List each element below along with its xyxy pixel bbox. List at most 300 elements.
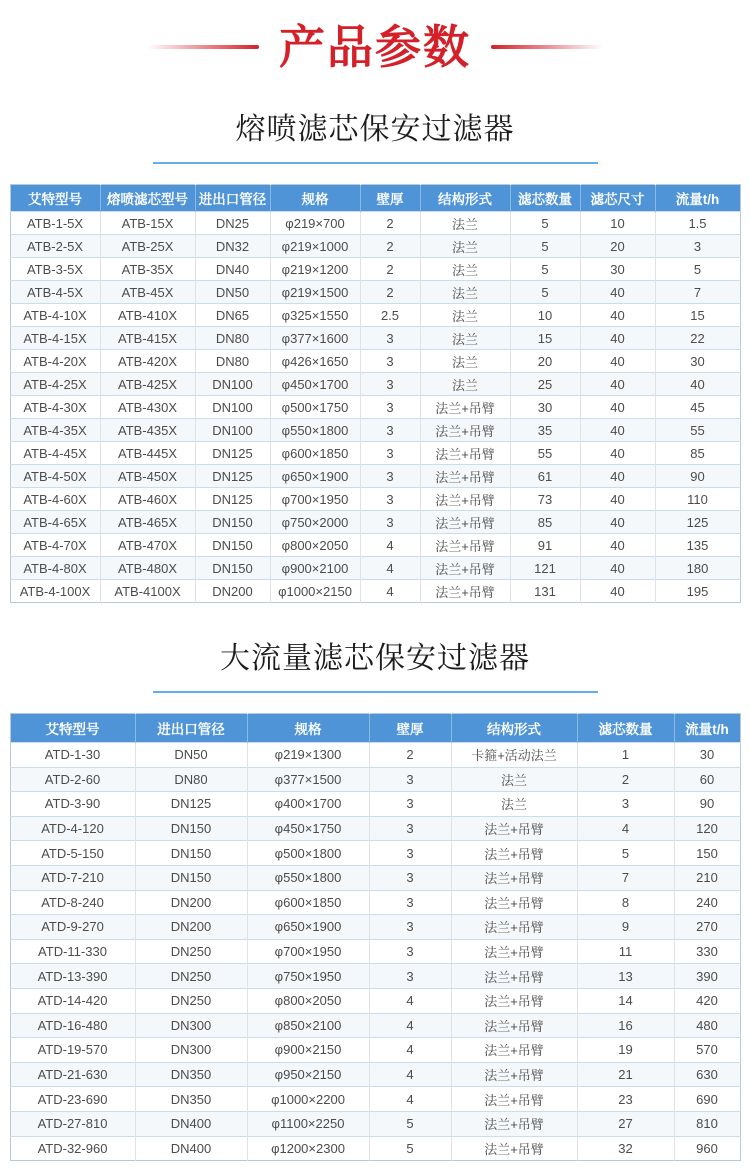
table-cell: 4: [369, 1087, 451, 1112]
table-cell: 40: [580, 396, 655, 419]
table-row: [10, 534, 740, 557]
table-cell: 61: [510, 465, 580, 488]
table-cell: 2: [369, 743, 451, 768]
table-row: [10, 235, 740, 258]
table-cell: 135: [655, 534, 740, 557]
column-header: 结构形式: [451, 714, 577, 743]
table-cell: 110: [655, 488, 740, 511]
table-row: [10, 792, 740, 817]
table-cell: 法兰: [420, 281, 510, 304]
table-cell: 40: [580, 373, 655, 396]
table-cell: DN100: [195, 373, 270, 396]
table-cell: DN400: [135, 1111, 247, 1136]
table-cell: 22: [655, 327, 740, 350]
table-cell: φ900×2150: [247, 1038, 369, 1063]
table-cell: φ325×1550: [270, 304, 360, 327]
table-cell: 210: [674, 865, 740, 890]
table-cell: 5: [369, 1136, 451, 1161]
table-cell: ATB-45X: [100, 281, 195, 304]
section-meltblown-title: 熔喷滤芯保安过滤器: [235, 113, 515, 146]
table-cell: 3: [360, 327, 420, 350]
table-cell: 5: [510, 281, 580, 304]
table-cell: 法兰: [420, 304, 510, 327]
table-cell: DN150: [135, 816, 247, 841]
table-cell: 9: [577, 915, 674, 940]
table-cell: 法兰+吊臂: [451, 988, 577, 1013]
table-cell: φ750×2000: [270, 511, 360, 534]
table-cell: 3: [360, 511, 420, 534]
table-cell: 4: [577, 816, 674, 841]
table-cell: 3: [369, 890, 451, 915]
table-row: [10, 488, 740, 511]
table-cell: DN65: [195, 304, 270, 327]
column-header: 熔喷滤芯型号: [100, 185, 195, 212]
table-cell: ATD-19-570: [10, 1038, 135, 1063]
table-cell: 45: [655, 396, 740, 419]
table-cell: ATD-23-690: [10, 1087, 135, 1112]
table-cell: φ219×1300: [247, 743, 369, 768]
table-cell: ATB-460X: [100, 488, 195, 511]
table-cell: ATB-480X: [100, 557, 195, 580]
table-cell: DN150: [135, 865, 247, 890]
table-cell: 1: [577, 743, 674, 768]
table-cell: 4: [369, 1013, 451, 1038]
table-cell: 32: [577, 1136, 674, 1161]
table-row: [10, 212, 740, 235]
table-cell: 85: [510, 511, 580, 534]
table-cell: DN200: [135, 890, 247, 915]
table-cell: 3: [369, 964, 451, 989]
table-cell: 7: [577, 865, 674, 890]
table-cell: 40: [580, 557, 655, 580]
table-row: [10, 580, 740, 603]
table-row: [10, 865, 740, 890]
table-cell: 法兰+吊臂: [451, 915, 577, 940]
table-cell: ATB-445X: [100, 442, 195, 465]
table-cell: 5: [510, 212, 580, 235]
table-cell: 法兰+吊臂: [420, 557, 510, 580]
table-cell: 5: [510, 235, 580, 258]
table-cell: 卡箍+活动法兰: [451, 743, 577, 768]
table-cell: 40: [580, 304, 655, 327]
table-row: [10, 939, 740, 964]
table-cell: 法兰+吊臂: [451, 1136, 577, 1161]
table-row: [10, 816, 740, 841]
table-cell: ATB-435X: [100, 419, 195, 442]
header-row: [10, 714, 740, 743]
table-cell: 90: [655, 465, 740, 488]
table-cell: 60: [674, 767, 740, 792]
table-cell: ATD-9-270: [10, 915, 135, 940]
table-cell: 4: [360, 534, 420, 557]
table-cell: DN50: [135, 743, 247, 768]
section-highflow-title: 大流量滤芯保安过滤器: [220, 642, 530, 675]
table-row: [10, 465, 740, 488]
table-cell: 150: [674, 841, 740, 866]
table-cell: DN150: [195, 557, 270, 580]
table-cell: 3: [577, 792, 674, 817]
table-row: [10, 258, 740, 281]
column-header: 进出口管径: [195, 185, 270, 212]
table-cell: 1.5: [655, 212, 740, 235]
column-header: 滤芯数量: [577, 714, 674, 743]
table-cell: 19: [577, 1038, 674, 1063]
table-cell: 法兰+吊臂: [451, 865, 577, 890]
table-cell: φ550×1800: [247, 865, 369, 890]
table-cell: 8: [577, 890, 674, 915]
table-cell: φ800×2050: [247, 988, 369, 1013]
table-cell: 法兰: [420, 212, 510, 235]
table-cell: 27: [577, 1111, 674, 1136]
table-cell: 73: [510, 488, 580, 511]
table-cell: DN25: [195, 212, 270, 235]
table-cell: 5: [510, 258, 580, 281]
table-cell: φ219×1000: [270, 235, 360, 258]
highflow-filter-spec-table: [10, 713, 741, 1161]
table-cell: ATB-4-30X: [10, 396, 100, 419]
table-cell: DN300: [135, 1038, 247, 1063]
table-cell: ATB-3-5X: [10, 258, 100, 281]
table-cell: 法兰: [420, 235, 510, 258]
table-cell: 125: [655, 511, 740, 534]
table-cell: 2: [360, 258, 420, 281]
table-cell: φ400×1700: [247, 792, 369, 817]
table-cell: 23: [577, 1087, 674, 1112]
table-cell: 10: [510, 304, 580, 327]
table-cell: 20: [580, 235, 655, 258]
table-cell: 420: [674, 988, 740, 1013]
table-cell: ATB-4-35X: [10, 419, 100, 442]
column-header: 规格: [247, 714, 369, 743]
section-highflow-title-underline: [153, 691, 598, 693]
table-cell: DN100: [195, 419, 270, 442]
table-cell: ATB-25X: [100, 235, 195, 258]
table-cell: 15: [510, 327, 580, 350]
table-cell: DN200: [195, 580, 270, 603]
table-cell: 131: [510, 580, 580, 603]
table-cell: ATD-7-210: [10, 865, 135, 890]
table-cell: 570: [674, 1038, 740, 1063]
table-cell: ATD-13-390: [10, 964, 135, 989]
table-cell: φ1000×2150: [270, 580, 360, 603]
table-cell: 40: [580, 419, 655, 442]
table-cell: 法兰+吊臂: [451, 1087, 577, 1112]
table-cell: 2: [360, 235, 420, 258]
table-row: [10, 743, 740, 768]
table-cell: ATB-470X: [100, 534, 195, 557]
table-cell: φ800×2050: [270, 534, 360, 557]
table-cell: φ850×2100: [247, 1013, 369, 1038]
header-row: [10, 185, 740, 212]
table-cell: 40: [580, 511, 655, 534]
table-cell: 90: [674, 792, 740, 817]
table-cell: ATB-4-100X: [10, 580, 100, 603]
table-cell: DN150: [195, 511, 270, 534]
table-row: [10, 419, 740, 442]
table-cell: 55: [510, 442, 580, 465]
table-cell: 3: [360, 373, 420, 396]
table-cell: ATB-415X: [100, 327, 195, 350]
table-cell: 法兰+吊臂: [451, 816, 577, 841]
table-cell: ATB-4-10X: [10, 304, 100, 327]
section-meltblown-title-underline: [153, 162, 598, 164]
table-cell: φ1200×2300: [247, 1136, 369, 1161]
table-cell: φ377×1500: [247, 767, 369, 792]
table-cell: 法兰+吊臂: [420, 396, 510, 419]
table-row: [10, 396, 740, 419]
table-cell: DN350: [135, 1062, 247, 1087]
table-cell: 3: [360, 419, 420, 442]
table-cell: 4: [369, 1038, 451, 1063]
table-cell: 180: [655, 557, 740, 580]
table-cell: 40: [580, 580, 655, 603]
table-row: [10, 373, 740, 396]
table-row: [10, 1062, 740, 1087]
table-row: [10, 1087, 740, 1112]
table-cell: 91: [510, 534, 580, 557]
table-row: [10, 767, 740, 792]
table-cell: 240: [674, 890, 740, 915]
table-cell: ATD-8-240: [10, 890, 135, 915]
table-cell: φ950×2150: [247, 1062, 369, 1087]
table-row: [10, 511, 740, 534]
table-cell: 法兰: [451, 767, 577, 792]
table-cell: ATB-425X: [100, 373, 195, 396]
table-cell: ATD-27-810: [10, 1111, 135, 1136]
table-cell: 30: [580, 258, 655, 281]
column-header: 结构形式: [420, 185, 510, 212]
table-cell: ATB-4100X: [100, 580, 195, 603]
table-cell: 3: [360, 488, 420, 511]
table-cell: 85: [655, 442, 740, 465]
table-cell: ATD-5-150: [10, 841, 135, 866]
table-cell: ATD-32-960: [10, 1136, 135, 1161]
table-cell: 3: [655, 235, 740, 258]
table-cell: 3: [369, 939, 451, 964]
column-header: 流量t/h: [655, 185, 740, 212]
table-cell: 40: [580, 350, 655, 373]
table-cell: ATD-16-480: [10, 1013, 135, 1038]
table-cell: φ219×700: [270, 212, 360, 235]
table-cell: 法兰+吊臂: [451, 841, 577, 866]
table-cell: φ500×1750: [270, 396, 360, 419]
table-cell: ATB-35X: [100, 258, 195, 281]
table-cell: DN150: [135, 841, 247, 866]
table-row: [10, 304, 740, 327]
table-cell: 法兰+吊臂: [420, 580, 510, 603]
table-cell: 2: [577, 767, 674, 792]
column-header: 壁厚: [360, 185, 420, 212]
table-cell: 14: [577, 988, 674, 1013]
table-cell: 法兰+吊臂: [451, 1111, 577, 1136]
table-row: [10, 442, 740, 465]
table-cell: DN80: [195, 350, 270, 373]
table-row: [10, 327, 740, 350]
page-title: 产品参数: [279, 20, 471, 73]
table-cell: 16: [577, 1013, 674, 1038]
column-header: 滤芯尺寸: [580, 185, 655, 212]
table-cell: 4: [360, 557, 420, 580]
table-cell: 390: [674, 964, 740, 989]
table-cell: ATB-4-60X: [10, 488, 100, 511]
table-cell: ATB-4-50X: [10, 465, 100, 488]
table-cell: 3: [360, 350, 420, 373]
table-cell: DN200: [135, 915, 247, 940]
table-cell: 4: [369, 1062, 451, 1087]
column-header: 进出口管径: [135, 714, 247, 743]
table-row: [10, 1013, 740, 1038]
table-row: [10, 890, 740, 915]
table-cell: φ700×1950: [247, 939, 369, 964]
title-decor-line-right-icon: [491, 45, 603, 49]
table-cell: 15: [655, 304, 740, 327]
table-cell: 3: [360, 465, 420, 488]
table-cell: 3: [369, 915, 451, 940]
table-cell: φ219×1200: [270, 258, 360, 281]
table-cell: 法兰+吊臂: [451, 890, 577, 915]
table-cell: 法兰+吊臂: [420, 419, 510, 442]
table-cell: DN150: [195, 534, 270, 557]
table-cell: 30: [510, 396, 580, 419]
table-cell: ATB-450X: [100, 465, 195, 488]
table-cell: ATD-21-630: [10, 1062, 135, 1087]
table-cell: 法兰+吊臂: [451, 964, 577, 989]
table-cell: φ1100×2250: [247, 1111, 369, 1136]
table-row: [10, 988, 740, 1013]
table-cell: DN250: [135, 964, 247, 989]
table-cell: 30: [655, 350, 740, 373]
table-cell: 10: [580, 212, 655, 235]
page-title-band: [0, 0, 750, 78]
table-row: [10, 1038, 740, 1063]
table-row: [10, 281, 740, 304]
table-cell: 7: [655, 281, 740, 304]
table-cell: 40: [580, 488, 655, 511]
table-cell: 法兰+吊臂: [420, 488, 510, 511]
table-cell: 21: [577, 1062, 674, 1087]
column-header: 壁厚: [369, 714, 451, 743]
table-cell: DN350: [135, 1087, 247, 1112]
table-cell: 法兰: [420, 258, 510, 281]
table-cell: φ450×1700: [270, 373, 360, 396]
table-cell: DN125: [195, 488, 270, 511]
table-cell: φ426×1650: [270, 350, 360, 373]
table-cell: DN100: [195, 396, 270, 419]
table-cell: 法兰+吊臂: [420, 511, 510, 534]
table-cell: 3: [369, 841, 451, 866]
table-cell: 13: [577, 964, 674, 989]
table-cell: DN400: [135, 1136, 247, 1161]
table-cell: 630: [674, 1062, 740, 1087]
table-cell: DN80: [135, 767, 247, 792]
table-cell: DN250: [135, 939, 247, 964]
table-cell: DN125: [135, 792, 247, 817]
table-cell: φ650×1900: [247, 915, 369, 940]
table-cell: ATB-465X: [100, 511, 195, 534]
table-cell: φ600×1850: [270, 442, 360, 465]
table-cell: 法兰+吊臂: [451, 1013, 577, 1038]
table-cell: ATB-2-5X: [10, 235, 100, 258]
table-cell: DN300: [135, 1013, 247, 1038]
table-cell: 25: [510, 373, 580, 396]
table-cell: ATD-2-60: [10, 767, 135, 792]
table-cell: DN125: [195, 465, 270, 488]
table-cell: 5: [369, 1111, 451, 1136]
table-cell: φ900×2100: [270, 557, 360, 580]
table-cell: ATD-14-420: [10, 988, 135, 1013]
table-cell: 20: [510, 350, 580, 373]
title-decor-line-left-icon: [147, 45, 259, 49]
table-cell: 2.5: [360, 304, 420, 327]
table-cell: 3: [369, 816, 451, 841]
table-cell: 3: [369, 792, 451, 817]
table-cell: 120: [674, 816, 740, 841]
column-header: 艾特型号: [10, 185, 100, 212]
table-cell: 40: [580, 442, 655, 465]
table-cell: φ550×1800: [270, 419, 360, 442]
table-cell: 法兰+吊臂: [420, 534, 510, 557]
table-cell: 法兰: [420, 373, 510, 396]
table-cell: φ700×1950: [270, 488, 360, 511]
table-cell: φ377×1600: [270, 327, 360, 350]
table-cell: 11: [577, 939, 674, 964]
table-cell: DN80: [195, 327, 270, 350]
table-cell: φ650×1900: [270, 465, 360, 488]
table-cell: 195: [655, 580, 740, 603]
table-cell: φ600×1850: [247, 890, 369, 915]
table-cell: 法兰+吊臂: [451, 1038, 577, 1063]
table-cell: 3: [369, 767, 451, 792]
table-cell: ATB-430X: [100, 396, 195, 419]
table-cell: 2: [360, 212, 420, 235]
column-header: 滤芯数量: [510, 185, 580, 212]
table-cell: 30: [674, 743, 740, 768]
table-cell: φ500×1800: [247, 841, 369, 866]
table-cell: ATB-4-5X: [10, 281, 100, 304]
table-cell: 121: [510, 557, 580, 580]
column-header: 艾特型号: [10, 714, 135, 743]
table-cell: 3: [360, 396, 420, 419]
table-cell: ATD-1-30: [10, 743, 135, 768]
table-row: [10, 915, 740, 940]
table-cell: 法兰+吊臂: [420, 465, 510, 488]
table-row: [10, 557, 740, 580]
table-cell: 690: [674, 1087, 740, 1112]
table-cell: ATB-4-15X: [10, 327, 100, 350]
column-header: 流量t/h: [674, 714, 740, 743]
table-cell: 480: [674, 1013, 740, 1038]
table-cell: DN40: [195, 258, 270, 281]
table-cell: ATB-4-25X: [10, 373, 100, 396]
table-cell: ATB-4-65X: [10, 511, 100, 534]
table-cell: 法兰+吊臂: [451, 1062, 577, 1087]
table-cell: 40: [580, 465, 655, 488]
table-cell: 5: [577, 841, 674, 866]
table-cell: DN32: [195, 235, 270, 258]
table-cell: ATD-3-90: [10, 792, 135, 817]
table-cell: ATD-11-330: [10, 939, 135, 964]
table-cell: 40: [580, 327, 655, 350]
table-row: [10, 1111, 740, 1136]
table-cell: 3: [360, 442, 420, 465]
table-row: [10, 964, 740, 989]
table-cell: DN125: [195, 442, 270, 465]
table-cell: 810: [674, 1111, 740, 1136]
table-cell: 法兰: [420, 350, 510, 373]
table-cell: 法兰+吊臂: [451, 939, 577, 964]
table-cell: 5: [655, 258, 740, 281]
table-cell: ATB-420X: [100, 350, 195, 373]
